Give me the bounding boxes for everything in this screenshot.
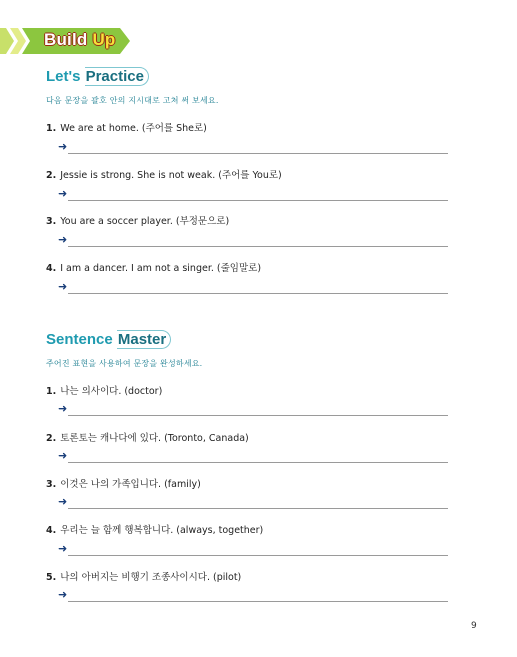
arrow-icon: ➜ — [58, 140, 68, 153]
question-text: 나의 아버지는 비행기 조종사이시다. (pilot) — [60, 572, 242, 583]
master-question — [46, 476, 201, 490]
question-number: 2. — [46, 433, 57, 444]
answer-line[interactable] — [58, 588, 448, 603]
answer-line[interactable] — [58, 542, 448, 557]
arrow-icon: ➜ — [58, 542, 68, 555]
master-question — [46, 430, 249, 444]
question-text: 우리는 늘 함께 행복합니다. (always, together) — [60, 525, 264, 536]
practice-question — [46, 213, 229, 227]
master-instruction: 주어진 표현을 사용하여 문장을 완성하세요. — [46, 359, 203, 368]
question-text: 이것은 나의 가족입니다. (family) — [60, 479, 201, 490]
underline — [68, 153, 448, 154]
underline — [68, 293, 448, 294]
underline — [68, 462, 448, 463]
question-text: 나는 의사이다. (doctor) — [60, 386, 163, 397]
arrow-icon: ➜ — [58, 402, 68, 415]
master-question — [46, 569, 241, 583]
question-number: 4. — [46, 263, 57, 274]
master-question — [46, 383, 162, 397]
banner-title — [44, 30, 116, 50]
banner-word-up: Up — [92, 30, 116, 49]
practice-question — [46, 167, 282, 181]
arrow-icon: ➜ — [58, 233, 68, 246]
arrow-icon: ➜ — [58, 280, 68, 293]
underline — [68, 508, 448, 509]
practice-question — [46, 260, 261, 274]
question-text: Jessie is strong. She is not weak. (주어를 You로) — [60, 170, 282, 181]
question-text: We are at home. (주어를 She로) — [60, 123, 207, 134]
question-text: I am a dancer. I am not a singer. (줄임말로) — [60, 263, 262, 274]
answer-line[interactable] — [58, 495, 448, 510]
master-question — [46, 522, 263, 536]
page-number: 9 — [471, 621, 477, 631]
question-text: 토론토는 캐나다에 있다. (Toronto, Canada) — [60, 433, 249, 444]
question-number: 1. — [46, 386, 57, 397]
question-number: 5. — [46, 572, 57, 583]
question-text: You are a soccer player. (부정문으로) — [60, 216, 230, 227]
practice-title — [46, 68, 149, 85]
question-number: 3. — [46, 479, 57, 490]
master-title-b: Master — [117, 330, 171, 349]
underline — [68, 200, 448, 201]
practice-title-b: Practice — [85, 67, 149, 86]
underline — [68, 601, 448, 602]
arrow-icon: ➜ — [58, 187, 68, 200]
underline — [68, 246, 448, 247]
practice-instruction: 다음 문장을 괄호 안의 지시대로 고쳐 써 보세요. — [46, 96, 219, 105]
master-title — [46, 331, 171, 348]
arrow-icon: ➜ — [58, 588, 68, 601]
answer-line[interactable] — [58, 233, 448, 248]
question-number: 1. — [46, 123, 57, 134]
answer-line[interactable] — [58, 187, 448, 202]
question-number: 3. — [46, 216, 57, 227]
build-up-banner — [0, 28, 132, 54]
banner-word-build: Build — [44, 30, 88, 49]
practice-title-a: Let's — [46, 68, 81, 85]
arrow-icon: ➜ — [58, 449, 68, 462]
answer-line[interactable] — [58, 449, 448, 464]
practice-question — [46, 120, 207, 134]
arrow-icon: ➜ — [58, 495, 68, 508]
answer-line[interactable] — [58, 402, 448, 417]
answer-line[interactable] — [58, 140, 448, 155]
master-title-a: Sentence — [46, 331, 113, 348]
underline — [68, 415, 448, 416]
question-number: 4. — [46, 525, 57, 536]
answer-line[interactable] — [58, 280, 448, 295]
underline — [68, 555, 448, 556]
question-number: 2. — [46, 170, 57, 181]
